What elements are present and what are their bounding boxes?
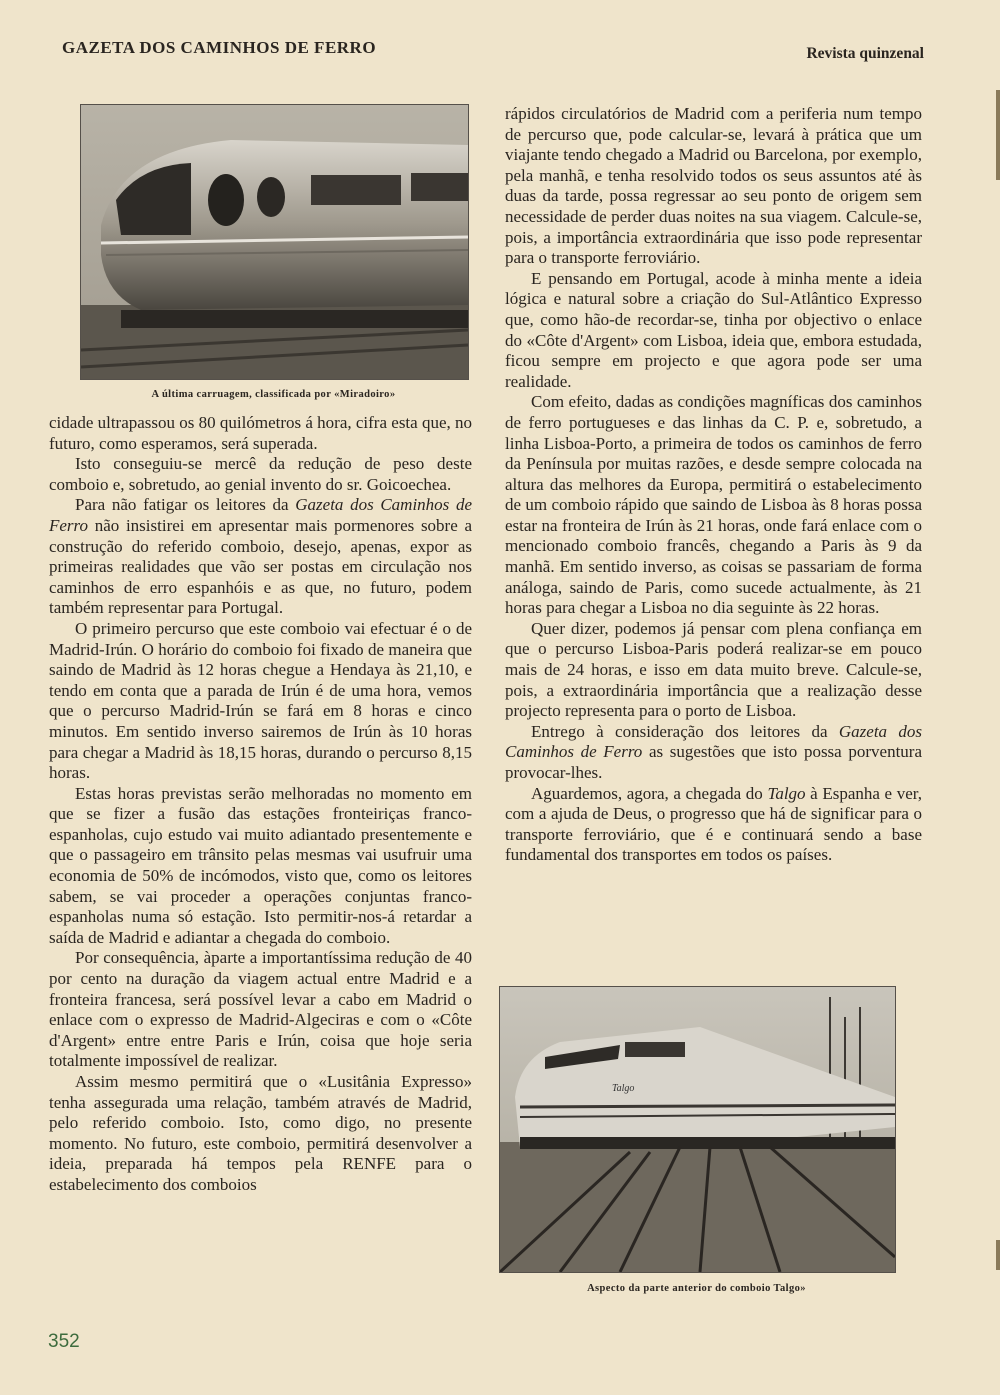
paragraph: Com efeito, dadas as condições magníficas dos caminhos de ferro portugueses e das linhas da C. P. e, sobretudo, a linha Lisboa-Porto, a primeira de todos os caminhos de ferro da Península por muitas razões, e desde sempre colocada na altura das melhores da Europa, permitirá o estabelecimento de um comboio rápido que saindo de Lisboa às 8 horas possa estar na fronteira de Irún às 21 horas, onde fará enlace com o mencionado comboio francês, chegando a Paris às 9 da manhã. Em sentido inverso, as coisas se passariam de forma análoga, saindo de Paris, como sucede actualmente, às 21 horas para chegar a Lisboa no dia seguinte às 22 horas. <box>505 392 922 618</box>
paragraph: Estas horas previstas serão melhoradas no momento em que se fizer a fusão das estações fronteiriças franco-espanholas, cujo estudo vai muito adiantado presentemente e que o passageiro em trânsito pelas mesmas vai usufruir uma economia de 50% de incómodos, visto que, como os leitores sabem, se vai proceder a operações conjuntas franco-espanholas numa só estação. Isto permitir-nos-á retardar a saída de Madrid e adiantar a chegada do comboio. <box>49 783 472 947</box>
paragraph: Isto conseguiu-se mercê da redução de peso deste comboio e, sobretudo, ao genial invento do sr. Goicoechea. <box>49 454 472 494</box>
page-number: 352 <box>48 1331 80 1352</box>
photo-talgo-front <box>499 986 896 1273</box>
magazine-subtitle: Revista quinzenal <box>806 45 924 62</box>
paragraph: E pensando em Portugal, acode à minha mente a ideia lógica e natural sobre a criação do Sul-Atlântico Expresso que, como hão-de recordar-se, tinha por objectivo o enlace do «Côte d'Argent» com Lisboa, ideia que, embora estudada, ficou sempre em projecto e que agora pode ser uma realidade. <box>505 268 922 391</box>
text-span: as sugestões que isto possa porventura provocar-lhes. <box>505 742 922 782</box>
paragraph: O primeiro percurso que este comboio vai efectuar é o de Madrid-Irún. O horário do comboio foi fixado de maneira que saindo de Madrid às 12 horas chegue a Hendaya às 21,10, e tendo em conta que a parada de Irún é de uma hora, vemos que o percurso Madrid-Irún se fará em 8 horas e cinco minutos. Em sentido inverso sairemos de Irún às 10 horas para chegar a Madrid às 18,15 horas, durando o percurso 8,15 horas. <box>49 618 472 783</box>
publication-name: Gazeta dos Caminhos de Ferro <box>49 495 472 535</box>
paragraph <box>505 784 922 866</box>
magazine-title: GAZETA DOS CAMINHOS DE FERRO <box>62 38 377 57</box>
paragraph: rápidos circulatórios de Madrid com a periferia num tempo de percurso que, pode calcular-se, levará à prática que um viajante tendo chegado a Madrid ou Barcelona, por exemplo, pela manhã, e tenha resolvido todos os seus assuntos até às duas da tarde, possa regressar ao seu ponto de origem sem necessidade de perder duas noites na sua viagem. Calcule-se, pois, a importância extraordinária que isso pode representar para o transporte ferroviário. <box>505 104 922 268</box>
text-span: Entrego à consideração dos leitores da <box>531 721 839 741</box>
page-edge-mark <box>996 1240 1000 1270</box>
publication-name: Gazeta dos Caminhos de Ferro <box>505 721 922 762</box>
paragraph: Por consequência, àparte a importantíssima redução de 40 por cento na duração da viagem actual entre Madrid e a fronteira francesa, será possível levar a cabo em Madrid o enlace com o expresso de Madrid-Algeciras e com o «Côte d'Argent» entre entre Paris e Irún, coisa que hoje seria totalmente impossível de realizar. <box>49 948 472 1071</box>
text-span: não insistirei em apresentar mais pormenores sobre a construção do referido comboio, desejo, apenas, expor as primeiras realidades que vão ser postas em circulação nos caminhos de erro espanhóis e as que, no futuro, podem também representar para Portugal. <box>49 515 472 618</box>
page-edge-mark <box>996 90 1000 180</box>
article-column-right <box>505 104 922 866</box>
talgo-logo: Talgo <box>612 1083 635 1094</box>
photo-caption: A última carruagem, classificada por «Miradoiro» <box>151 389 396 400</box>
paragraph: cidade ultrapassou os 80 quilómetros á hora, cifra esta que, no futuro, como esperamos, será superada. <box>49 413 472 453</box>
article-column-left <box>49 413 472 1196</box>
train-name: Talgo <box>767 783 806 803</box>
paragraph: Assim mesmo permitirá que o «Lusitânia Expresso» tenha assegurada uma relação, também através de Madrid, pelo referido comboio. Isto, como digo, no presente momento. No futuro, este comboio, permitirá desenvolver a ideia, preparada há tempos pela RENFE para o estabelecimento dos comboios <box>49 1072 472 1194</box>
text-span: Aguardemos, agora, a chegada do <box>531 783 768 803</box>
photo-caption: Aspecto da parte anterior do comboio Talgo» <box>587 1283 806 1294</box>
train-rear-car-illustration <box>81 105 468 379</box>
paragraph: Quer dizer, podemos já pensar com plena confiança em que o percurso Lisboa-Paris poderá realizar-se em pouco mais de 24 horas, e isso em data muito breve. Calcule-se, pois, a extraordinária importância que a realização desse projecto representa para o porto de Lisboa. <box>505 618 922 721</box>
talgo-locomotive-illustration <box>500 987 895 1272</box>
text-span: à Espanha e ver, com a ajuda de Deus, o progresso que há de significar para o transporte ferroviário, que é e continuará sendo a base fundamental dos transportes em todos os países. <box>505 783 922 865</box>
paragraph <box>505 722 922 784</box>
text-span: Para não fatigar os leitores da <box>75 495 296 515</box>
paragraph <box>49 495 472 619</box>
photo-miradoiro-carriage <box>80 104 469 380</box>
